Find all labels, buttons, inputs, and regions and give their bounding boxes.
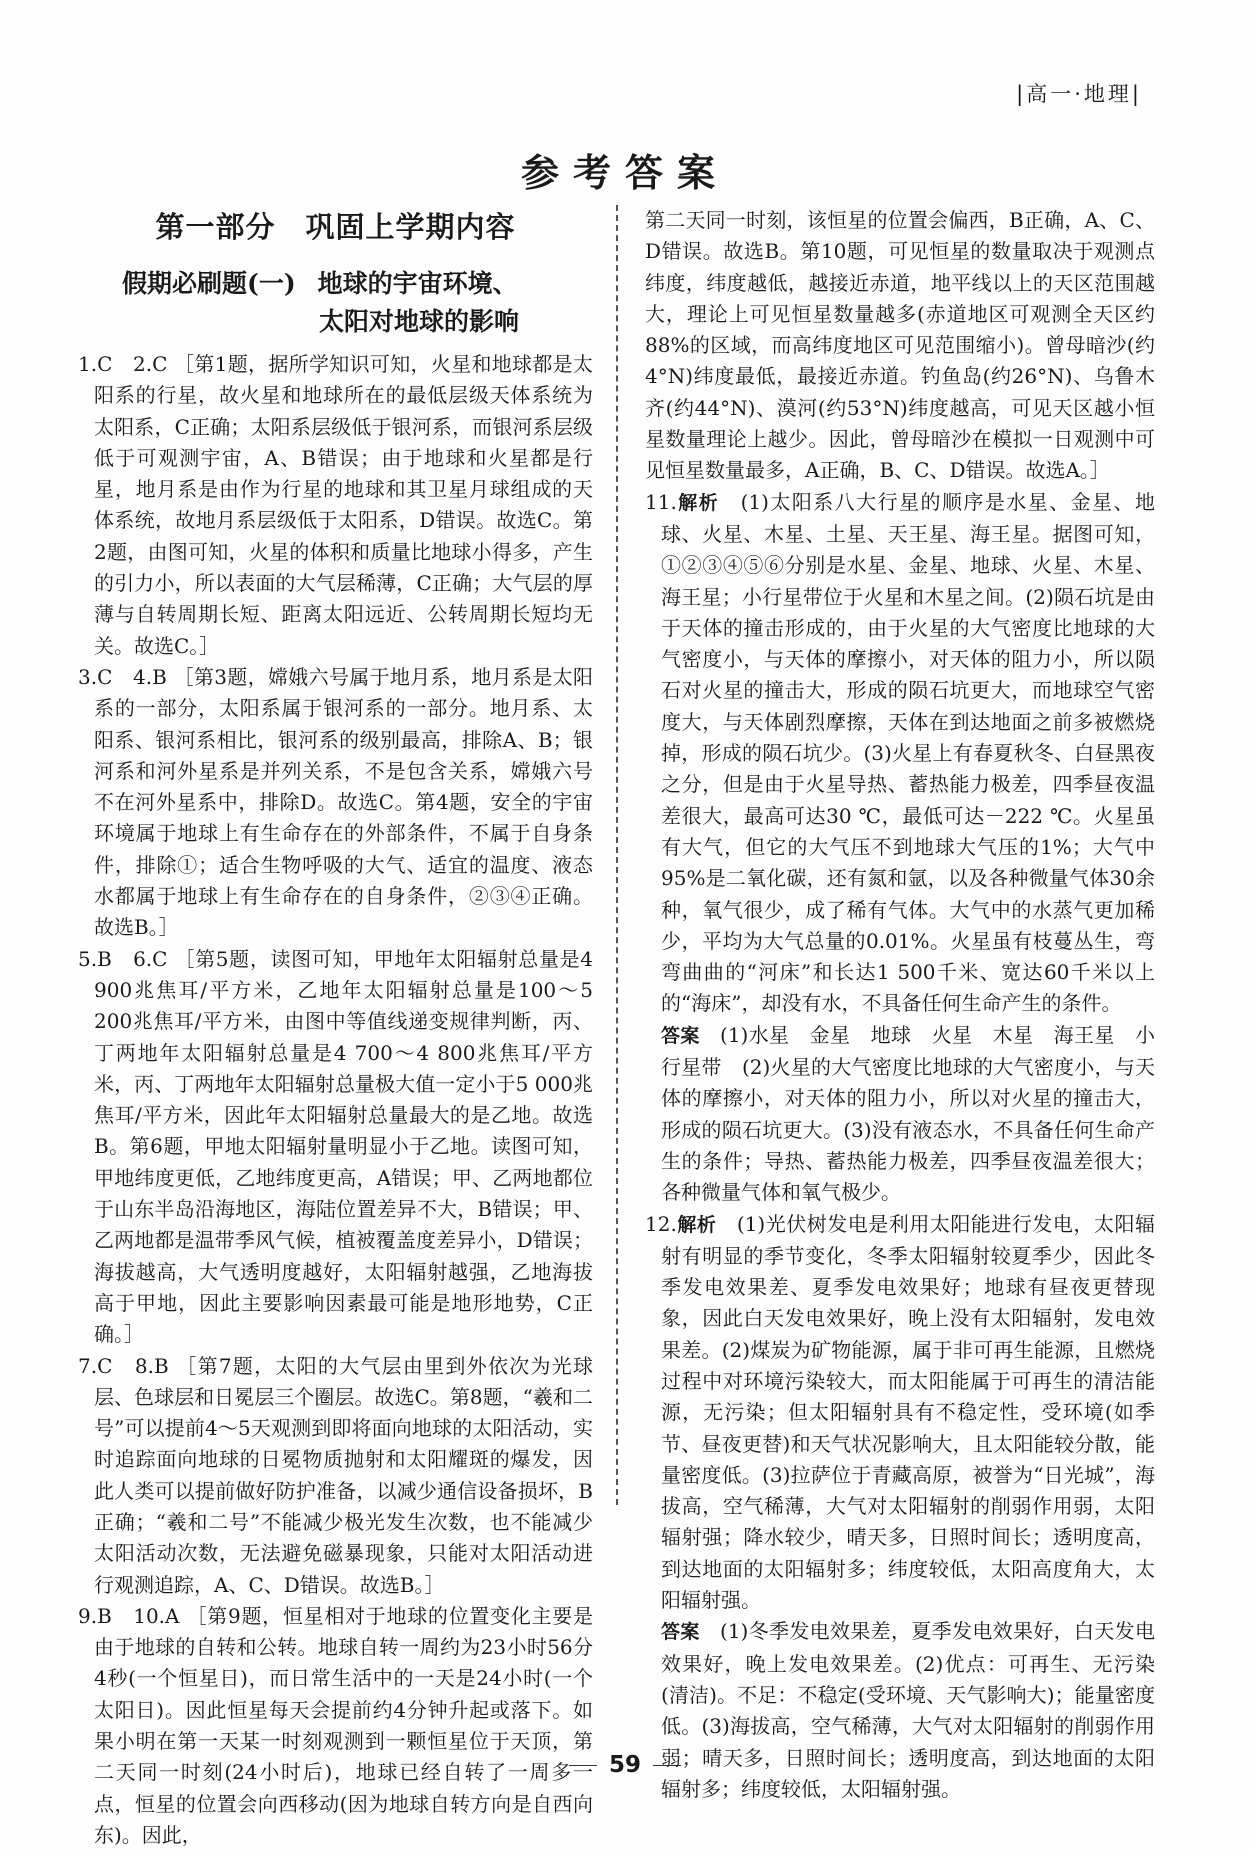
question-11-answer xyxy=(645,1020,1155,1209)
answer-item: 9.B 10.A ［第9题，恒星相对于地球的位置变化主要是由于地球的自转和公转。地球自转一周约为23小时56分4秒(一个恒星日)，而日常生活中的一天是24小时(一个太阳日)。因此恒星每天会提前约4分钟升起或落下。如果小明在第一天某一时刻观测到一颗恒星位于天顶，第二天同一时刻(24小时后)，地球已经自转了一周多一点，恒星的位置会向西移动(因为地球自转方向是自西向东)。因此， xyxy=(78,1603,593,1847)
answer-item: 5.B 6.C ［第5题，读图可知，甲地年太阳辐射总量是4 900兆焦耳/平方米，乙地年太阳辐射总量是100～5 200兆焦耳/平方米，由图中等值线递变规律判断，丙、丁两地年太阳辐射总量是4 700～4 800兆焦耳/平方米，丙、丁两地年太阳辐射总量极大值一定小于5 000兆焦耳/平方米，因此年太阳辐射总量最大的是乙地。故选B。第6题，甲地太阳辐射量明显小于乙地。读图可知，甲地纬度更低，乙地纬度更高，A错误；甲、乙两地都位于山东半岛沿海地区，海陆位置差异不大，B错误；甲、乙两地都是温带季风气候，植被覆盖度差异小，D错误；海拔越高，大气透明度越好，太阳辐射越强，乙地海拔高于甲地，因此主要影响因素最可能是地形地势，C正确。］ xyxy=(78,946,593,1347)
answer-item: 1.C 2.C ［第1题，据所学知识可知，火星和地球都是太阳系的行星，故火星和地球所在的最低层级天体系统为太阳系，C正确；太阳系层级低于银河系，而银河系层级低于可观测宇宙，A、B错误；由于地球和火星都是行星，地月系是由作为行星的地球和其卫星月球组成的天体系统，故地月系层级低于太阳系，D错误。故选C。第2题，由图可知，火星的体积和质量比地球小得多，产生的引力小，所以表面的大气层稀薄，C正确；大气层的厚薄与自转周期长短、距离太阳远近、公转周期长短均无关。故选C。］ xyxy=(78,352,593,658)
left-column xyxy=(78,205,593,1851)
answer-text: (1)水星 金星 地球 火星 木星 海王星 小行星带 (2)火星的大气密度比地球的大气密度小，与天体的摩擦小，对天体的阻力小，所以对火星的撞击大，形成的陨石坑更大。(3)没有液态水，不具备任何生命产生的条件；导热、蓄热能力极差，四季昼夜温差很大；各种微量气体和氧气极少。 xyxy=(661,1022,1155,1205)
analysis-label: 解析 xyxy=(676,491,720,514)
column-divider xyxy=(616,205,618,1505)
answer-continuation: 第二天同一时刻，该恒星的位置会偏西，B正确，A、C、D错误。故选B。第10题，可见恒星的数量取决于观测点纬度，纬度越低，越接近赤道，地平线以上的天区范围越大，理论上可见恒星数量越多(赤道地区可观测全天区约88%的区域，而高纬度地区可见范围缩小)。曾母暗沙(约4°N)纬度最低，最接近赤道。钓鱼岛(约26°N)、乌鲁木齐(约44°N)、漠河(约53°N)纬度越高，可见天区越小恒星数量理论上越少。因此，曾母暗沙在模拟一日观测中可见恒星数量最多，A正确，B、C、D错误。故选A。］ xyxy=(645,208,1155,483)
answer-item: 7.C 8.B ［第7题，太阳的大气层由里到外依次为光球层、色球层和日冕层三个圈层。故选C。第8题，“羲和二号”可以提前4～5天观测到即将面向地球的太阳活动，实时追踪面向地球的日冕物质抛射和太阳耀斑的爆发，因此人类可以提前做好防护准备，以减少通信设备损坏，B正确；“羲和二号”不能减少极光发生次数，也不能减少太阳活动次数，无法避免磁暴现象，只能对太阳活动进行观测追踪，A、C、D错误。故选B。］ xyxy=(78,1353,593,1597)
answer-label: 答案 xyxy=(661,1024,700,1047)
question-number: 12. xyxy=(645,1211,677,1236)
page-number-text: 59 xyxy=(608,1752,641,1778)
page-title: 参考答案 xyxy=(520,150,729,195)
answer-label: 答案 xyxy=(661,1621,700,1644)
section-title xyxy=(78,265,593,341)
page-number xyxy=(0,1752,1250,1778)
section-label: 假期必刷题(一) xyxy=(122,269,296,298)
question-11-analysis xyxy=(645,487,1155,1020)
question-number: 11. xyxy=(645,489,677,514)
answer-text: (1)冬季发电效果差，夏季发电效果好，白天发电效果好，晚上发电效果差。(2)优点：可再生、无污染(清洁)。不足：不稳定(受环境、天气影响大)；能量密度低。(3)海拔高，空气稀薄，大气对太阳辐射的削弱作用弱；晴天多，日照时间长；透明度高，到达地面的太阳辐射多；纬度较低，太阳辐射强。 xyxy=(661,1619,1155,1801)
part-title: 第一部分 巩固上学期内容 xyxy=(155,210,516,244)
analysis-text: (1)太阳系八大行星的顺序是水星、金星、地球、火星、木星、土星、天王星、海王星。据图可知，①②③④⑤⑥分别是水星、金星、地球、火星、木星、海王星；小行星带位于火星和木星之间。(2)陨石坑是由于天体的撞击形成的，由于火星的大气密度比地球的大气密度小，与天体的摩擦小，对天体的阻力小，所以陨石对火星的撞击大，形成的陨石坑更大，而地球空气密度大，与天体剧烈摩擦，天体在到达地面之前多被燃烧掉，形成的陨石坑少。(3)火星上有春夏秋冬、白昼黑夜之分，但是由于火星导热、蓄热能力极差，四季昼夜温差很大，最高可达30 ℃，最低可达－222 ℃。火星虽有大气，但它的大气压不到地球大气压的1%；大气中95%是二氧化碳，还有氮和氩，以及各种微量气体30余种，氧气很少，成了稀有气体。大气中的水蒸气更加稀少，平均为大气总量的0.01%。火星虽有枝蔓丛生，弯弯曲曲的“河床”和长达1 500千米、宽达60千米以上的“海床”，却没有水，不具备任何生命产生的条件。 xyxy=(661,489,1155,1016)
right-column xyxy=(645,205,1155,1805)
section-title-line2: 太阳对地球的影响 xyxy=(319,307,520,336)
question-12-analysis xyxy=(645,1209,1155,1617)
analysis-text: (1)光伏树发电是利用太阳能进行发电，太阳辐射有明显的季节变化，冬季太阳辐射较夏季少，因此冬季发电效果差、夏季发电效果好；地球有昼夜更替现象，因此白天发电效果好，晚上没有太阳辐射，发电效果差。(2)煤炭为矿物能源，属于非可再生能源，且燃烧过程中对环境污染较大，而太阳能属于可再生的清洁能源，无污染；但太阳辐射具有不稳定性，受环境(如季节、昼夜更替)和天气状况影响大，且太阳能较分散，能量密度低。(3)拉萨位于青藏高原，被誉为“日光城”，海拔高，空气稀薄，大气对太阳辐射的削弱作用弱，太阳辐射强；降水较少，晴天多，日照时间长；透明度高，到达地面的太阳辐射多；纬度较低，太阳高度角大，太阳辐射强。 xyxy=(661,1211,1155,1613)
answer-item: 3.C 4.B ［第3题，嫦娥六号属于地月系，地月系是太阳系的一部分，太阳系属于银河系的一部分。地月系、太阳系、银河系相比，银河系的级别最高，排除A、B；银河系和河外星系是并列关系，不是包含关系，嫦娥六号不在河外星系中，排除D。故选C。第4题，安全的宇宙环境属于地球上有生命存在的外部条件，不属于自身条件，排除①；适合生物呼吸的大气、适宜的温度、液态水都属于地球上有生命存在的自身条件，②③④正确。故选B。］ xyxy=(78,664,593,940)
subject-tag: |高一·地理| xyxy=(1016,82,1142,106)
analysis-label: 解析 xyxy=(676,1213,717,1236)
section-title-line1: 地球的宇宙环境、 xyxy=(317,269,518,298)
